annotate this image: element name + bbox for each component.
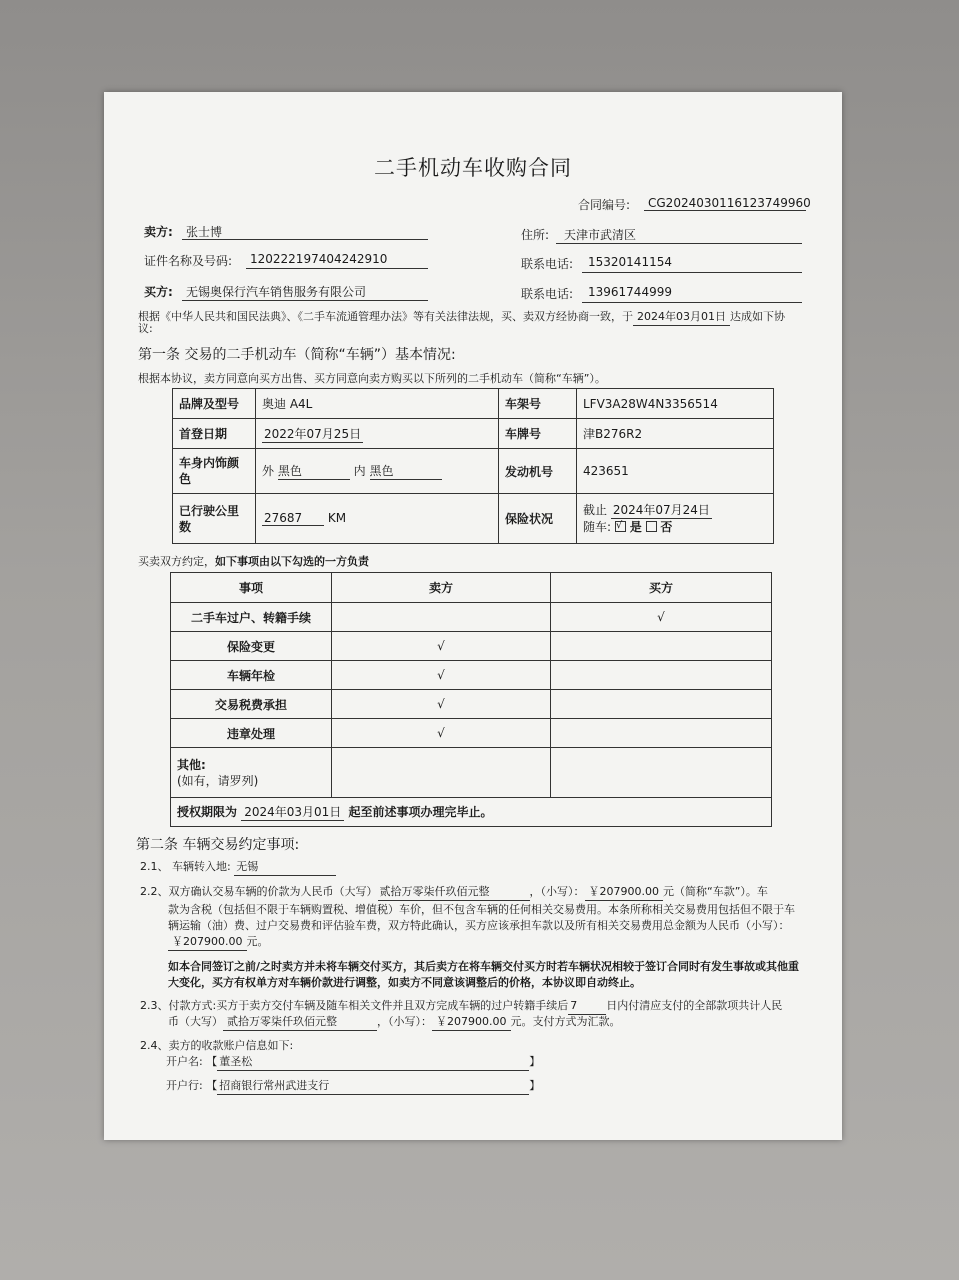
- seller-phone-value: 15320141154: [588, 255, 672, 269]
- clause-2-2-line-2: 款为含税（包括但不限于车辆购置税、增值税）车价，但不包含车辆的任何相关交易费用。本条所称相关交易费用包括但不限于车: [168, 903, 795, 916]
- clause-2-2: 2.2、双方确认交易车辆的价款为人民币（大写） 贰拾万零柒仟玖佰元整 ，（小写）： ￥207900.00 元（简称“车款”）。车: [140, 884, 768, 901]
- other-label: 其他:: [177, 757, 206, 772]
- yes-label: 是: [629, 520, 642, 534]
- responsibility-table: [170, 572, 772, 827]
- clause-2-2-total: ￥207900.00 元。: [168, 934, 269, 951]
- bank-name: 招商银行常州武进支行: [217, 1078, 529, 1095]
- address-value: 天津市武清区: [564, 228, 637, 242]
- yes-checkbox[interactable]: [615, 521, 626, 532]
- clause-2-4: 2.4、卖方的收款账户信息如下:: [140, 1039, 294, 1052]
- article-2-title: 第二条 车辆交易约定事项:: [136, 837, 300, 853]
- id-card-label: 证件名称及号码:: [144, 254, 233, 268]
- row-buyer-check: [551, 690, 772, 719]
- table-row: [171, 719, 772, 748]
- intro-text: 根据《中华人民共和国民法典》、《二手车流通管理办法》等有关法律法规，买、卖双方经协商一致，于 2024年03月01日 达成如下协: [138, 309, 785, 326]
- other-note: (如有，请罗列): [177, 773, 259, 788]
- clause-2-3: 2.3、付款方式:买方于卖方交付车辆及随车相关文件并且双方完成车辆的过户转籍手续后 7 日内付清应支付的全部款项共计人民: [140, 998, 782, 1015]
- buyer-phone-label: 联系电话:: [521, 287, 574, 301]
- agreement-lead: 买卖双方约定，如下事项由以下勾选的一方负责: [138, 555, 369, 568]
- row-item: 违章处理: [171, 719, 332, 748]
- exterior-value: 黑色: [278, 462, 350, 480]
- row-item: 交易税费承担: [171, 690, 332, 719]
- contract-no-label: 合同编号:: [578, 198, 631, 212]
- interior-label: 内: [353, 464, 366, 478]
- no-label: 否: [660, 520, 673, 534]
- header-buyer: 买方: [551, 573, 772, 603]
- seller-phone-label: 联系电话:: [521, 257, 574, 271]
- buyer-label: 买方:: [144, 285, 173, 299]
- bank-row: 开户行: 【 招商银行常州武进支行 】: [166, 1078, 540, 1095]
- article-1-title: 第一条 交易的二手机动车（简称“车辆”）基本情况:: [138, 347, 456, 363]
- brand-label: 品牌及型号: [173, 389, 256, 419]
- table-row: [171, 690, 772, 719]
- no-checkbox[interactable]: [646, 521, 657, 532]
- vin-value: LFV3A28W4N3356514: [577, 389, 774, 419]
- row-item: 二手车过户、转籍手续: [171, 603, 332, 632]
- vin-label: 车架号: [499, 389, 577, 419]
- address-label: 住所:: [521, 228, 550, 242]
- account-name-row: 开户名: 【 董圣松 】: [166, 1054, 540, 1071]
- clause-2-3-line-2: 币（大写） 贰拾万零柒仟玖佰元整 ，（小写）： ￥207900.00 元。支付方式为汇款。: [168, 1014, 621, 1031]
- interior-value: 黑色: [370, 462, 442, 480]
- vehicle-table: [172, 388, 774, 544]
- with-car-label: 随车:: [583, 520, 612, 534]
- id-card-value: 120222197404242910: [250, 252, 388, 266]
- reg-date-label: 首登日期: [173, 419, 256, 449]
- row-seller-check: [332, 603, 551, 632]
- plate-label: 车牌号: [499, 419, 577, 449]
- row-seller-check: √: [332, 661, 551, 690]
- account-name: 董圣松: [217, 1054, 529, 1071]
- seller-value: 张士博: [186, 225, 223, 239]
- page-title: 二手机动车收购合同: [374, 156, 572, 180]
- intro-text-2: 议:: [138, 322, 153, 335]
- contract-no-value: CG2024030116123749960: [644, 196, 806, 211]
- plate-value: 津B276R2: [577, 419, 774, 449]
- row-item: 保险变更: [171, 632, 332, 661]
- engine-label: 发动机号: [499, 449, 577, 494]
- bold-clause-line-1: 如本合同签订之前/之时卖方并未将车辆交付买方，其后卖方在将车辆交付买方时若车辆状况相较于签订合同时有发生事故或其他重: [168, 960, 800, 973]
- clause-2-2-line-3: 辆运输（油）费、过户交易费和评估验车费，双方特此确认，买方应该承担车款以及所有相关交易费用总金额为人民币（小写）：: [168, 919, 790, 932]
- reg-date-value: 2022年07月25日: [264, 426, 362, 441]
- mileage-value: 27687: [262, 511, 324, 526]
- table-row: [171, 661, 772, 690]
- row-seller-check: √: [332, 690, 551, 719]
- seller-label: 卖方:: [144, 225, 173, 239]
- color-label: 车身内饰颜色: [173, 449, 256, 494]
- auth-date: 2024年03月01日: [241, 803, 344, 821]
- header-seller: 卖方: [332, 573, 551, 603]
- auth-period: 授权期限为 2024年03月01日 起至前述事项办理完毕止。: [171, 798, 772, 827]
- mileage-unit: KM: [327, 511, 347, 525]
- header-item: 事项: [171, 573, 332, 603]
- insurance-label: 保险状况: [499, 494, 577, 544]
- bold-clause-line-2: 大变化，买方有权单方对车辆价款进行调整，如卖方不同意该调整后的价格，本协议即自动终止。: [168, 976, 641, 989]
- insurance-until-value: 2024年07月24日: [612, 503, 710, 517]
- row-seller-check: √: [332, 632, 551, 661]
- insurance-until-label: 截止: [583, 503, 608, 517]
- exterior-label: 外: [262, 464, 275, 478]
- row-buyer-check: √: [551, 603, 772, 632]
- engine-value: 423651: [577, 449, 774, 494]
- table-row: [171, 603, 772, 632]
- clause-2-1: 2.1、 车辆转入地: 无锡: [140, 859, 336, 876]
- row-seller-check: √: [332, 719, 551, 748]
- row-buyer-check: [551, 661, 772, 690]
- row-buyer-check: [551, 719, 772, 748]
- brand-value: 奥迪 A4L: [256, 389, 499, 419]
- article-1-desc: 根据本协议，卖方同意向买方出售、买方同意向卖方购买以下所列的二手机动车（简称“车辆”）。: [138, 372, 606, 385]
- buyer-phone-value: 13961744999: [588, 285, 672, 299]
- contract-page: [104, 92, 842, 1140]
- row-item: 车辆年检: [171, 661, 332, 690]
- row-buyer-check: [551, 632, 772, 661]
- mileage-label: 已行驶公里数: [173, 494, 256, 544]
- buyer-value: 无锡奥保行汽车销售服务有限公司: [186, 285, 367, 299]
- table-row: [171, 632, 772, 661]
